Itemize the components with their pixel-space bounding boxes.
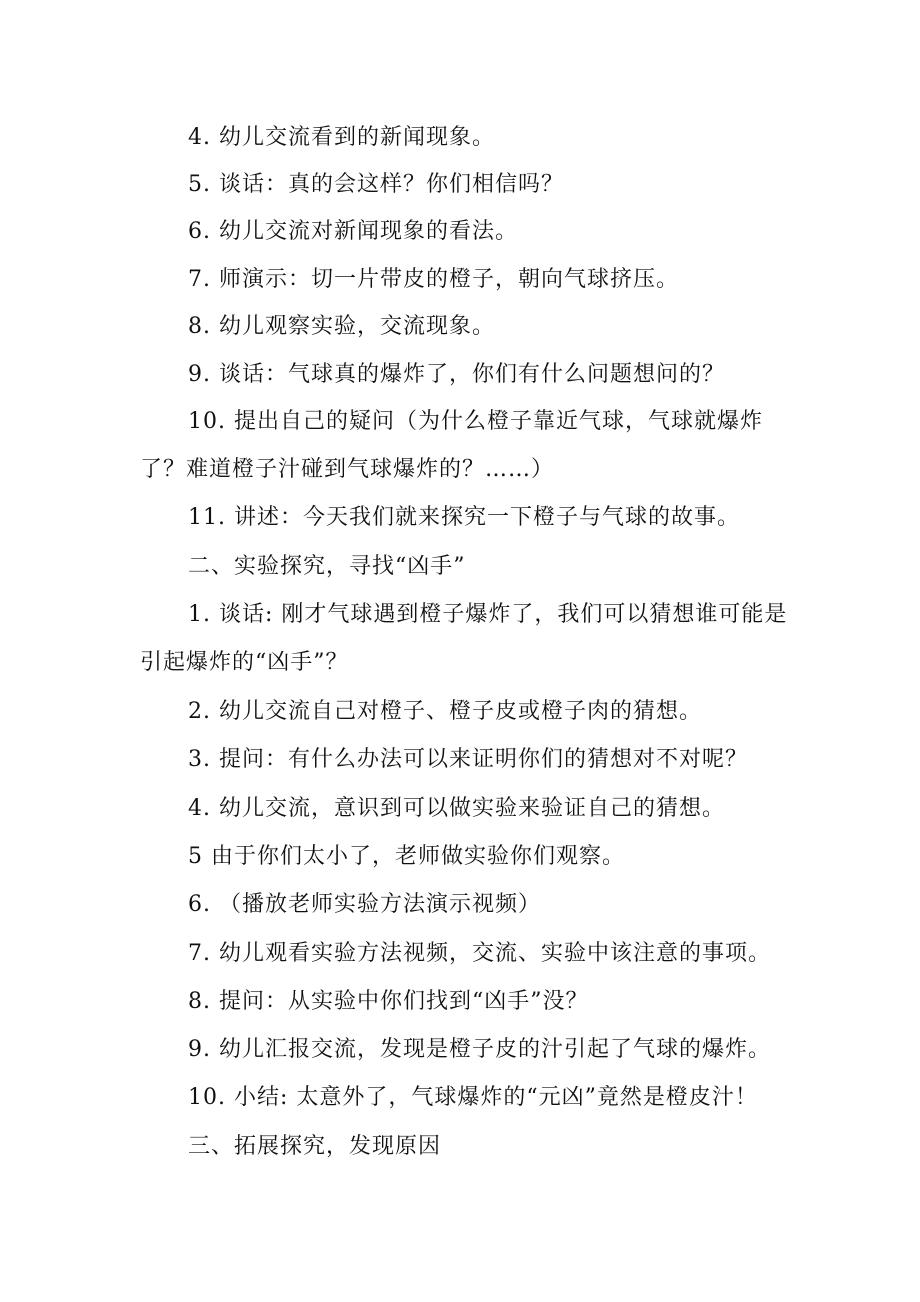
paragraph: 10. 提出自己的疑问（为什么橙子靠近气球，气球就爆炸了？难道橙子汁碰到气球爆炸的？……） — [140, 409, 763, 482]
section-heading: 三、拓展探究，发现原因 — [188, 1134, 442, 1159]
paragraph: 7. 师演示：切一片带皮的橙子，朝向气球挤压。 — [188, 267, 679, 292]
paragraph: 3. 提问：有什么办法可以来证明你们的猜想对不对呢？ — [188, 747, 748, 772]
paragraph: 7. 幼儿观看实验方法视频，交流、实验中该注意的事项。 — [188, 941, 771, 966]
paragraph: 5 由于你们太小了，老师做实验你们观察。 — [188, 844, 625, 869]
paragraph: 4. 幼儿交流看到的新闻现象。 — [188, 125, 495, 150]
paragraph: 8. 幼儿观察实验，交流现象。 — [188, 314, 495, 339]
paragraph: 10. 小结: 太意外了，气球爆炸的“元凶”竟然是橙皮汁！ — [188, 1085, 758, 1110]
paragraph: 9. 谈话：气球真的爆炸了，你们有什么问题想问的？ — [188, 362, 725, 387]
paragraph: 6. （播放老师实验方法演示视频） — [188, 892, 541, 917]
paragraph: 1. 谈话: 刚才气球遇到橙子爆炸了，我们可以猜想谁可能是引起爆炸的“凶手”？ — [140, 602, 788, 675]
paragraph: 6. 幼儿交流对新闻现象的看法。 — [188, 219, 518, 244]
paragraph: 2. 幼儿交流自己对橙子、橙子皮或橙子肉的猜想。 — [188, 699, 702, 724]
paragraph: 8. 提问：从实验中你们找到“凶手”没？ — [188, 989, 589, 1014]
paragraph: 5. 谈话：真的会这样？你们相信吗？ — [188, 172, 564, 197]
paragraph: 9. 幼儿汇报交流，发现是橙子皮的汁引起了气球的爆炸。 — [188, 1037, 771, 1062]
paragraph: 11. 讲述：今天我们就来探究一下橙子与气球的故事。 — [188, 505, 740, 530]
paragraph: 4. 幼儿交流，意识到可以做实验来验证自己的猜想。 — [188, 796, 725, 821]
section-heading: 二、实验探究，寻找“凶手” — [188, 554, 466, 579]
